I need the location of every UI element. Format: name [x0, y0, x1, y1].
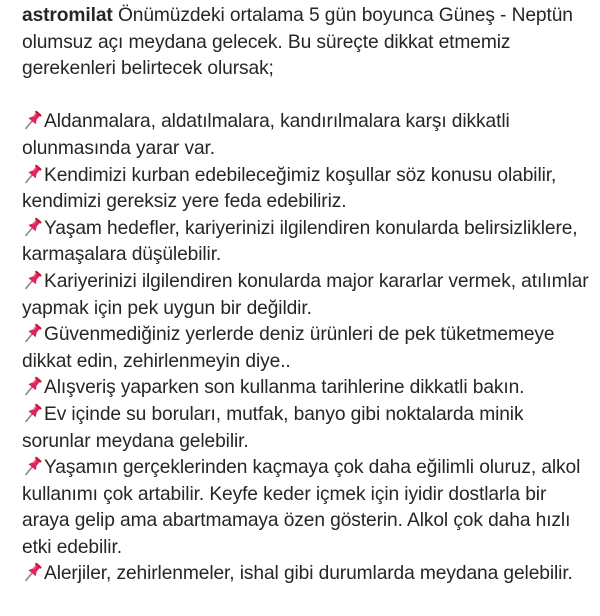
pushpin-icon — [22, 270, 44, 290]
pushpin-icon — [22, 456, 44, 476]
list-item — [22, 402, 594, 455]
list-item — [22, 561, 594, 588]
post-caption — [22, 3, 594, 588]
list-item-text: Ev içinde su boruları, mutfak, banyo gibi noktalarda minik sorunlar meydana gelebilir. — [22, 403, 524, 452]
list-item — [22, 163, 594, 216]
blank-line — [22, 83, 594, 110]
caption-intro — [22, 3, 594, 83]
list-item — [22, 322, 594, 375]
list-item-text: Alerjiler, zehirlenmeler, ishal gibi durumlarda meydana gelebilir. — [44, 563, 573, 585]
pushpin-icon — [22, 376, 44, 396]
list-item-text: Alışveriş yaparken son kullanma tarihlerine dikkatli bakın. — [44, 377, 525, 399]
pushpin-icon — [22, 562, 44, 582]
bullet-list — [22, 109, 594, 588]
list-item-text: Yaşam hedefler, kariyerinizi ilgilendiren konularda belirsizliklere, karmaşalara düşülebilir. — [22, 217, 578, 266]
pushpin-icon — [22, 164, 44, 184]
pushpin-icon — [22, 217, 44, 237]
list-item — [22, 269, 594, 322]
list-item — [22, 109, 594, 162]
intro-text: Önümüzdeki ortalama 5 gün boyunca Güneş - Neptün olumsuz açı meydana gelecek. Bu süreçte dikkat etmemiz gerekenleri belirtecek olursak; — [22, 5, 573, 80]
pushpin-icon — [22, 323, 44, 343]
list-item-text: Kendimizi kurban edebileceğimiz koşullar söz konusu olabilir, kendimizi gereksiz yere feda edebiliriz. — [22, 164, 557, 213]
username-link[interactable]: astromilat — [22, 5, 113, 26]
list-item — [22, 216, 594, 269]
list-item-text: Aldanmalara, aldatılmalara, kandırılmalara karşı dikkatli olunmasında yarar var. — [22, 111, 510, 159]
list-item — [22, 455, 594, 561]
list-item-text: Kariyerinizi ilgilendiren konularda major kararlar vermek, atılımlar yapmak için pek uygun bir değildir. — [22, 270, 589, 319]
pushpin-icon — [22, 403, 44, 423]
list-item-text: Yaşamın gerçeklerinden kaçmaya çok daha eğilimli oluruz, alkol kullanımı çok artabilir. Keyfe keder içmek için iyidir dostlarla bir araya gelip ama abartmamaya özen gösterin. Alkol çok daha hızlı etki edebilir. — [22, 457, 581, 558]
list-item-text: Güvenmediğiniz yerlerde deniz ürünleri de pek tüketmemeye dikkat edin, zehirlenmeyin diye.. — [22, 324, 555, 372]
list-item — [22, 375, 594, 402]
pushpin-icon — [22, 110, 44, 130]
